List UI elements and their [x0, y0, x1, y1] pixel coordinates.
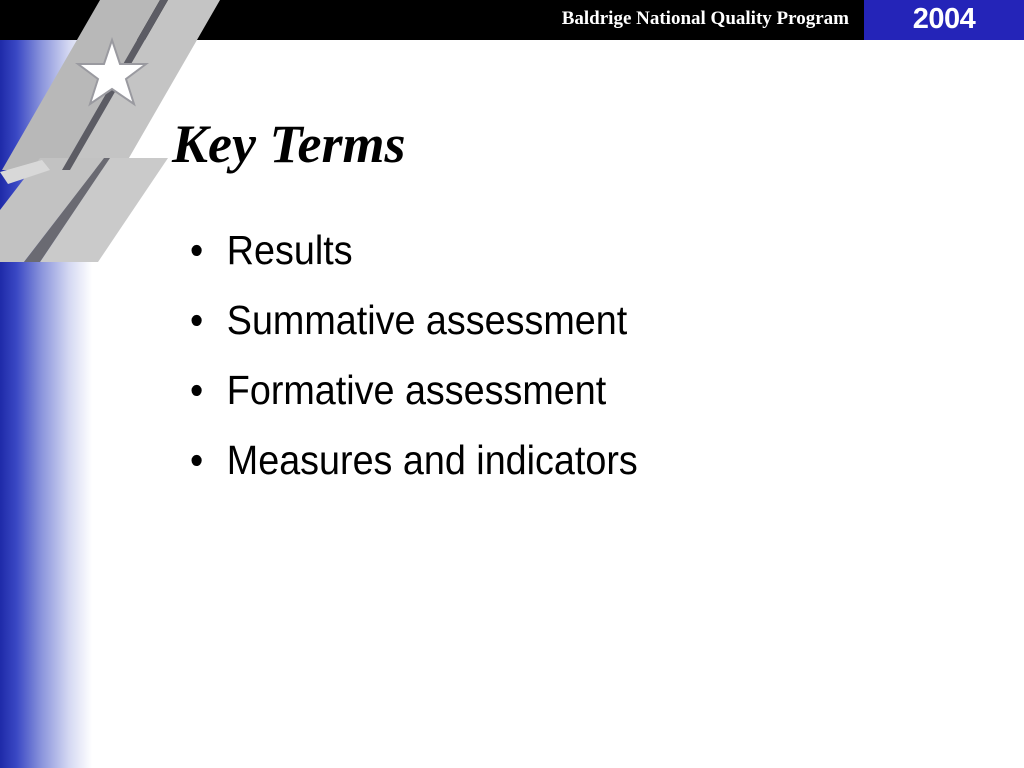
slide-title: Key Terms	[172, 114, 406, 174]
program-name: Baldrige National Quality Program	[561, 8, 849, 29]
list-item	[190, 294, 638, 364]
bullet-icon: •	[190, 227, 204, 273]
bullet-text: Results	[226, 227, 353, 273]
year-badge	[864, 0, 1024, 40]
bullet-icon: •	[190, 367, 204, 413]
year-label: 2004	[912, 3, 976, 35]
bullet-icon: •	[190, 297, 204, 343]
bullet-icon: •	[190, 437, 204, 483]
key-terms-list	[190, 224, 677, 504]
list-item	[190, 224, 638, 294]
list-item	[190, 364, 638, 434]
bullet-text: Formative assessment	[226, 367, 607, 413]
list-item	[190, 434, 638, 504]
bullet-text: Measures and indicators	[226, 437, 638, 483]
bullet-text: Summative assessment	[226, 297, 628, 343]
